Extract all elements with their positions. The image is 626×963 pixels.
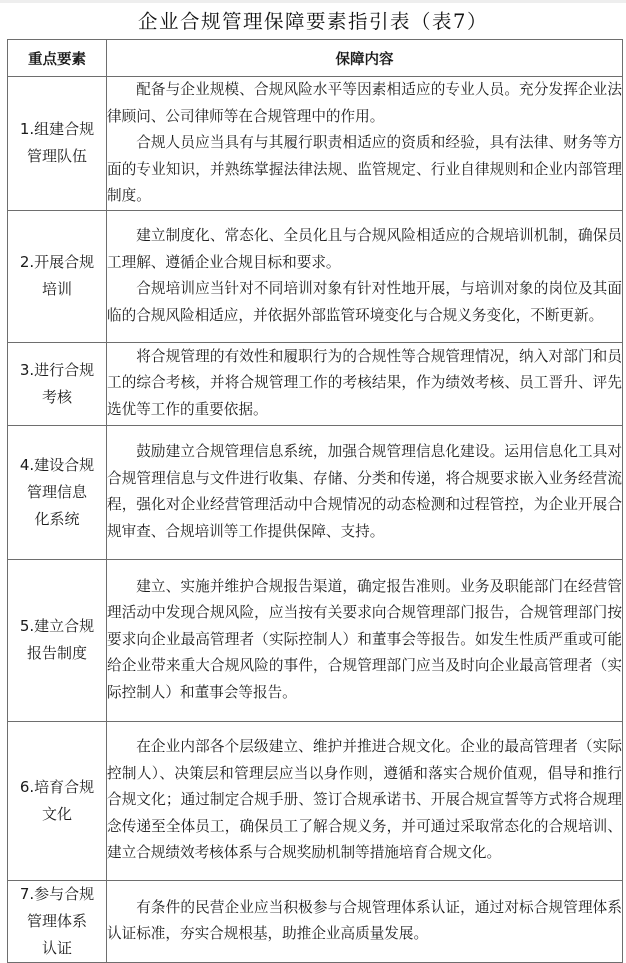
row-element-label (8, 77, 107, 211)
header-key-element: 重点要素 (8, 40, 107, 77)
top-band (0, 0, 626, 3)
row-content (107, 880, 623, 962)
table-row (8, 210, 623, 342)
element-line: 2.开展合规 (19, 253, 95, 271)
table-row (8, 721, 623, 880)
table-row (8, 77, 623, 211)
table-row (8, 342, 623, 425)
element-line: 考核 (41, 387, 72, 406)
element-line: 6.培育合规 (19, 777, 95, 796)
row-element-label (8, 210, 107, 342)
guide-table (7, 39, 623, 963)
element-line: 4.建设合规 (19, 455, 95, 474)
row-content (107, 425, 623, 559)
row-element-label (8, 721, 107, 880)
content-paragraph: 建立制度化、常态化、全员化且与合规风险相适应的合规培训机制，确保员工理解、遵循企业合规目标和要求。 (107, 227, 622, 271)
element-line: 认证 (41, 938, 72, 957)
content-paragraph: 配备与企业规模、合规风险水平等因素相适应的专业人员。充分发挥企业法律顾问、公司律师等在合规管理中的作用。 (107, 81, 622, 125)
row-content (107, 721, 623, 880)
element-line: 培训 (41, 280, 72, 298)
content-paragraph: 有条件的民营企业应当积极参与合规管理体系认证，通过对标合规管理体系认证标准，夯实合规根基，助推企业高质量发展。 (107, 898, 622, 942)
row-content (107, 210, 623, 342)
content-paragraph: 合规培训应当针对不同培训对象有针对性地开展，与培训对象的岗位及其面临的合规风险相适应，并依据外部监管环境变化与合规义务变化，不断更新。 (107, 280, 622, 324)
table-header-row (8, 40, 623, 77)
element-line: 文化 (41, 804, 72, 823)
table-row (8, 880, 623, 962)
content-paragraph: 将合规管理的有效性和履职行为的合规性等合规管理情况，纳入对部门和员工的综合考核，并将合规管理工作的考核结果，作为绩效考核、员工晋升、评先选优等工作的重要依据。 (107, 347, 622, 418)
row-element-label (8, 425, 107, 559)
element-line: 7.参与合规 (19, 884, 95, 903)
element-line: 3.进行合规 (19, 360, 95, 379)
element-line: 报告制度 (26, 644, 87, 662)
element-line: 化系统 (34, 509, 80, 528)
row-content (107, 342, 623, 425)
table-row (8, 425, 623, 559)
row-element-label (8, 880, 107, 962)
content-paragraph: 合规人员应当具有与其履行职责相适应的资质和经验，具有法律、财务等方面的专业知识，并熟练掌握法律法规、监管规定、行业自律规则和企业内部管理制度。 (107, 134, 622, 204)
content-paragraph: 在企业内部各个层级建立、维护并推进合规文化。企业的最高管理者（实际控制人）、决策层和管理层应当以身作则，遵循和落实合规价值观，倡导和推行合规文化；通过制定合规手册、签订合规承诺书、开展合规宣誓等方式将合规理念传递至全体员工，确保员工了解合规义务，并可通过采取常态化的合规培训、建立合规绩效考核体系与合规奖励机制等措施培育合规文化。 (107, 738, 622, 862)
header-content: 保障内容 (107, 40, 623, 77)
element-line: 管理体系 (26, 911, 87, 930)
content-paragraph: 建立、实施并维护合规报告渠道，确定报告准则。业务及职能部门在经营管理活动中发现合规风险，应当按有关要求向合规管理部门报告，合规管理部门按要求向企业最高管理者（实际控制人）和董事会等报告。如发生性质严重或可能给企业带来重大合规风险的事件，合规管理部门应当及时向企业最高管理者（实际控制人）和董事会等报告。 (107, 577, 622, 701)
row-element-label (8, 342, 107, 425)
element-line: 管理队伍 (26, 147, 87, 166)
row-content (107, 77, 623, 211)
content-paragraph: 鼓励建立合规管理信息系统，加强合规管理信息化建设。运用信息化工具对合规管理信息与文件进行收集、存储、分类和传递，将合规要求嵌入业务经营流程，强化对企业经营管理活动中合规情况的动态检测和过程管控，为企业开展合规审查、合规培训等工作提供保障、支持。 (107, 443, 622, 540)
row-content (107, 559, 623, 721)
table-row (8, 559, 623, 721)
element-line: 管理信息 (26, 482, 87, 501)
document-title: 企业合规管理保障要素指引表（表7） (138, 10, 488, 33)
row-element-label (8, 559, 107, 721)
element-line: 1.组建合规 (19, 120, 95, 139)
element-line: 5.建立合规 (19, 617, 95, 635)
